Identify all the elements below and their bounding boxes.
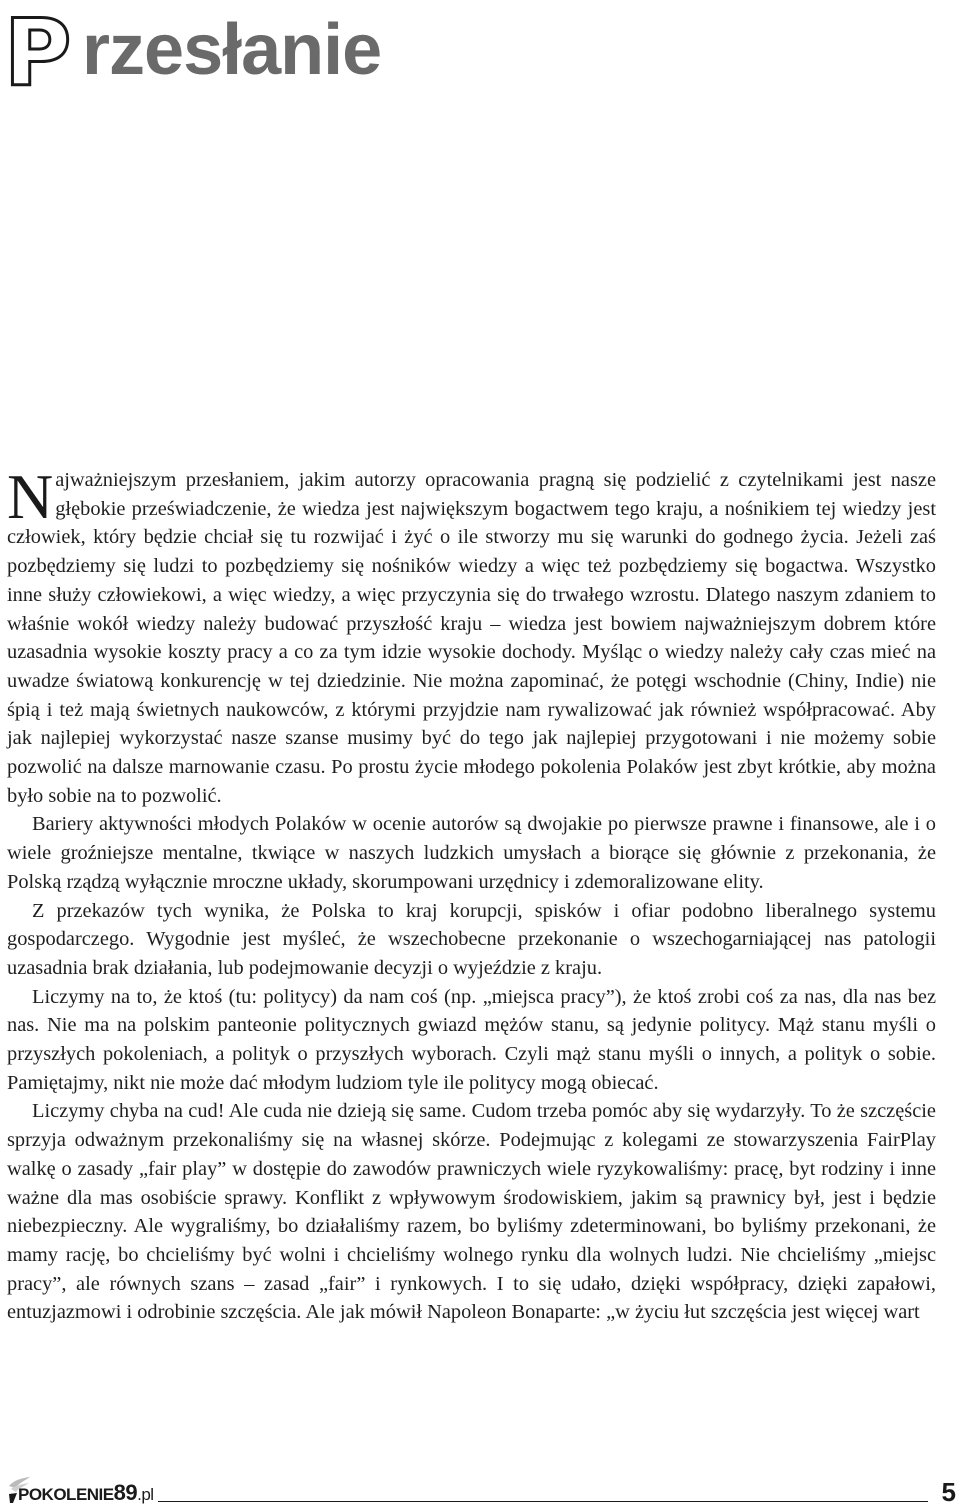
paragraph-5: Liczymy chyba na cud! Ale cuda nie dzieją się same. Cudom trzeba pomóc aby się wydarzyły. To że szczęście sprzyja odważnym przekonaliśmy się na własnej skórze. Podejmując z kolegami ze stowarzyszenia FairPlay walkę o zasady „fair play” w dostępie do zawodów prawniczych wiele ryzykowaliśmy: pracę, byt rodziny i inne ważne dla mas osobiście sprawy. Konflikt z wpływowym środowiskiem, jakim są prawnicy był, jest i będzie niebezpieczny. Ale wygraliśmy, bo działaliśmy razem, bo byliśmy zdeterminowani, bo byliśmy przekonani, że mamy rację, bo chcieliśmy być wolni i chcieliśmy wolnego rynku dla wolnych ludzi. Nie chcieliśmy „miejsc pracy”, ale równych szans – zasad „fair” i rynkowych. I to się udało, dzięki współpracy, dzięki zapałowi, entuzjazmowi i odrobinie szczęścia. Ale jak mówił Napoleon Bonaparte: „w życiu łut szczęścia jest więcej wart bbox=[7, 1100, 936, 1324]
logo-wordmark bbox=[18, 1480, 154, 1505]
logo-number: 89 bbox=[113, 1480, 138, 1505]
paragraph-1 bbox=[7, 461, 936, 810]
paragraph-3: Z przekazów tych wynika, że Polska to kraj korupcji, spisków i ofiar podobno liberalnego systemu gospodarczego. Wygodnie jest myśleć, że wszechobecne przekonanie o wszechogarniającej nas patologii uzasadnia brak działania, lub podejmowanie decyzji o wyjeździe z kraju. bbox=[7, 899, 936, 979]
body-text bbox=[7, 461, 936, 1327]
footer-rule bbox=[158, 1501, 928, 1502]
title-initial: P bbox=[4, 0, 70, 107]
paragraph-2: Bariery aktywności młodych Polaków w ocenie autorów są dwojakie po pierwsze prawne i finansowe, ale i o wiele groźniejsze mentalne, tkwiące w naszych ludzkich umysłach a biorące się głównie z przekonania, że Polską rządzą wyłącznie mroczne układy, skorumpowani urzędnicy i zdemoralizowane elity. bbox=[7, 813, 936, 893]
pokolenie89-logo bbox=[6, 1474, 156, 1504]
logo-word: POKOLENIE bbox=[18, 1485, 114, 1504]
logo-tld: .pl bbox=[137, 1485, 154, 1504]
page-title bbox=[0, 0, 600, 107]
title-text: rzesłanie bbox=[82, 10, 382, 90]
paragraph-1-text: ajważniejszym przesłaniem, jakim autorzy opracowania pragną się podzielić z czytelnikami jest nasze głębokie przeświadczenie, że wiedza jest największym bogactwem tego kraju, a nośnikiem tej wiedzy jest człowiek, który będzie chciał się tu rozwijać i żyć o ile stworzy mu się warunki do godnego życia. Jeżeli zaś pozbędziemy się ludzi to pozbędziemy się nośników wiedzy a więc też pozbędziemy się bogactwa. Wszystko inne służy człowiekowi, a więc wiedzy, a więc przyczynia się do trwałego wzrostu. Dlatego naszym zdaniem to właśnie wokół wiedzy należy budować przyszłość kraju – wiedza jest bowiem najważniejszym dobrem które uzasadnia wysokie koszty pracy a co za tym idzie wysokie dochody. Myśląc o wiedzy należy cały czas mieć na uwadze światową konkurencję w tej dziedzinie. Nie można zapominać, że potęgi wschodnie (Chiny, Indie) nie śpią i też mają świetnych naukowców, z którymi przyjdzie nam rywalizować jak również współpracować. Aby jak najlepiej wykorzystać nasze szanse musimy być do tego jak najlepiej przygotowani i nie możemy sobie pozwolić na dalsze marnowanie czasu. Po prostu życie młodego pokolenia Polaków jest zbyt krótkie, aby można było sobie na to pozwolić. bbox=[7, 469, 936, 807]
drop-cap: N bbox=[7, 461, 54, 532]
page-footer bbox=[0, 1460, 960, 1507]
paragraph-4: Liczymy na to, że ktoś (tu: politycy) da nam coś (np. „miejsca pracy”), że ktoś zrobi coś za nas, dla nas bez nas. Nie ma na polskim panteonie politycznych gwiazd mężów stanu, są jedynie politycy. Mąż stanu myśli o przyszłych pokoleniach, a polityk o przyszłych wyborach. Czyli mąż stanu myśli o innych, a polityk o sobie. Pamiętajmy, nikt nie może dać młodym ludziom tyle ile politycy mogą obiecać. bbox=[7, 985, 936, 1094]
page-number: 5 bbox=[941, 1477, 956, 1507]
